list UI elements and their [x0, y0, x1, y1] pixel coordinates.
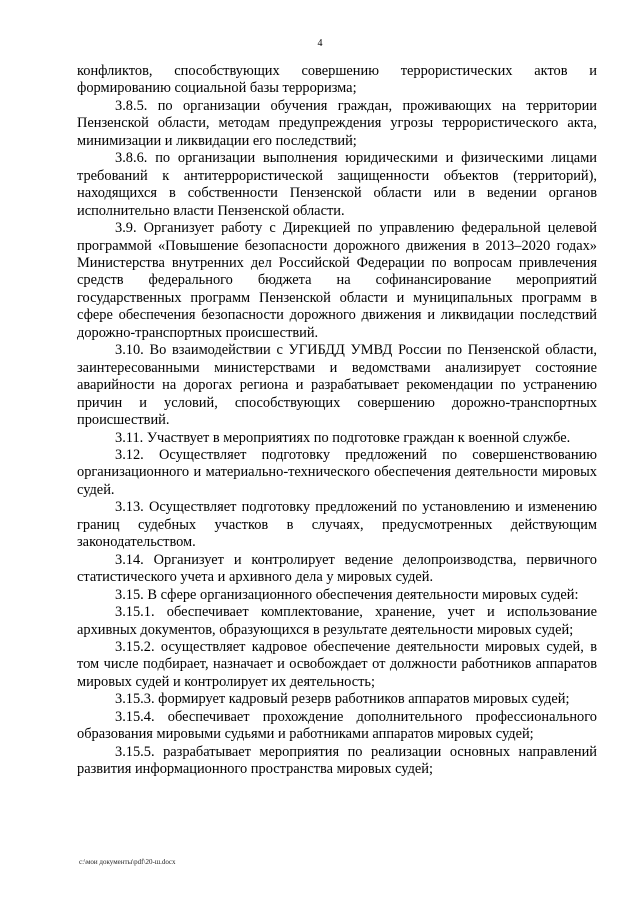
paragraph-3-15-4: 3.15.4. обеспечивает прохождение дополнительного профессионального образования мировыми судьями и работниками аппаратов мировых судей;: [77, 708, 597, 743]
paragraph-3-9: 3.9. Организует работу с Дирекцией по управлению федеральной целевой программой «Повышение безопасности дорожного движения в 2013–2020 годах» Министерства внутренних дел Российской Федерации по вопросам привлечения средств федерального бюджета на софинансирование мероприятий государственных программ Пензенской области и муниципальных программ в сфере обеспечения безопасности дорожного движения и ликвидации последствий дорожно-транспортных происшествий.: [77, 220, 597, 341]
paragraph-3-8-5: 3.8.5. по организации обучения граждан, проживающих на территории Пензенской области, методам предупреждения угрозы террористического акта, минимизации и ликвидации его последствий;: [77, 97, 597, 149]
paragraph-3-14: 3.14. Организует и контролирует ведение делопроизводства, первичного статистического учета и архивного дела у мировых судей.: [77, 551, 597, 586]
document-body: [77, 63, 597, 779]
paragraph-3-13: 3.13. Осуществляет подготовку предложений по установлению и изменению границ судебных участков в случаях, предусмотренных действующим законодательством.: [77, 499, 597, 551]
paragraph-3-15-5: 3.15.5. разрабатывает мероприятия по реализации основных направлений развития информационного пространства мировых судей;: [77, 743, 597, 778]
paragraph-3-15-2: 3.15.2. осуществляет кадровое обеспечение деятельности мировых судей, в том числе подбирает, назначает и освобождает от должности работников аппаратов мировых судей и контролирует их деятельность;: [77, 638, 597, 690]
paragraph-3-15-1: 3.15.1. обеспечивает комплектование, хранение, учет и использование архивных документов, образующихся в результате деятельности мировых судей;: [77, 604, 597, 638]
footer-file-path: c:\мои документы\pdf\20-ш.docx: [79, 858, 176, 866]
paragraph-3-8-6: 3.8.6. по организации выполнения юридическими и физическими лицами требований к антитеррористической защищенности объектов (территорий), находящихся в собственности Пензенской области или в ведении органов исполнительно власти Пензенской области.: [77, 150, 597, 219]
paragraph-3-10: 3.10. Во взаимодействии с УГИБДД УМВД России по Пензенской области, заинтересованными министерствами и ведомствами анализирует состояние аварийности на дорогах региона и разрабатывает рекомендации по устранению причин и условий, способствующих совершению дорожно-транспортных происшествий.: [77, 342, 597, 429]
paragraph-continuation: конфликтов, способствующих совершению террористических актов и формированию социальной базы терроризма;: [77, 63, 597, 97]
paragraph-3-15-3: 3.15.3. формирует кадровый резерв работников аппаратов мировых судей;: [115, 691, 570, 708]
paragraph-3-15: 3.15. В сфере организационного обеспечения деятельности мировых судей:: [115, 586, 579, 603]
paragraph-3-12: 3.12. Осуществляет подготовку предложений по совершенствованию организационного и материально-технического обеспечения деятельности мировых судей.: [77, 446, 597, 498]
page-number: 4: [317, 38, 323, 49]
paragraph-3-11: 3.11. Участвует в мероприятиях по подготовке граждан к военной службе.: [115, 429, 571, 446]
